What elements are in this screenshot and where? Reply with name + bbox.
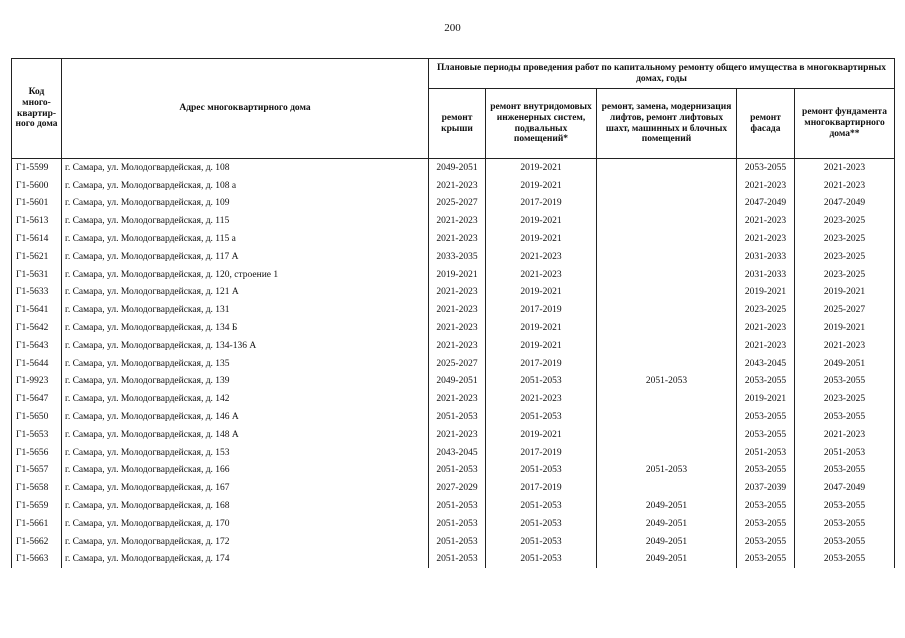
- table-row: [12, 337, 895, 355]
- table-row: [12, 551, 895, 569]
- cell-foundation: 2021-2023: [795, 426, 895, 444]
- cell-address: г. Самара, ул. Молодогвардейская, д. 109: [62, 195, 429, 213]
- table-header-row: [12, 59, 895, 89]
- cell-foundation: 2023-2025: [795, 230, 895, 248]
- cell-code: Г1-5631: [12, 266, 62, 284]
- cell-address: г. Самара, ул. Молодогвардейская, д. 174: [62, 551, 429, 569]
- cell-foundation: 2023-2025: [795, 212, 895, 230]
- cell-facade: 2019-2021: [737, 284, 795, 302]
- table-row: [12, 177, 895, 195]
- cell-address: г. Самара, ул. Молодогвардейская, д. 108 а: [62, 177, 429, 195]
- cell-systems: 2019-2021: [486, 159, 597, 177]
- cell-roof: 2051-2053: [429, 462, 486, 480]
- cell-address: г. Самара, ул. Молодогвардейская, д. 134-136 А: [62, 337, 429, 355]
- cell-facade: 2021-2023: [737, 212, 795, 230]
- table-body: [12, 159, 895, 569]
- cell-facade: 2031-2033: [737, 248, 795, 266]
- cell-code: Г1-5601: [12, 195, 62, 213]
- cell-systems: 2051-2053: [486, 533, 597, 551]
- cell-lifts: 2049-2051: [597, 551, 737, 569]
- cell-code: Г1-5641: [12, 301, 62, 319]
- cell-roof: 2051-2053: [429, 551, 486, 569]
- cell-code: Г1-5599: [12, 159, 62, 177]
- cell-roof: 2021-2023: [429, 390, 486, 408]
- cell-roof: 2021-2023: [429, 284, 486, 302]
- cell-address: г. Самара, ул. Молодогвардейская, д. 115: [62, 212, 429, 230]
- cell-roof: 2051-2053: [429, 408, 486, 426]
- cell-foundation: 2047-2049: [795, 479, 895, 497]
- cell-roof: 2021-2023: [429, 337, 486, 355]
- page-number: 200: [444, 22, 461, 34]
- cell-facade: 2053-2055: [737, 551, 795, 569]
- cell-systems: 2017-2019: [486, 301, 597, 319]
- cell-code: Г1-5662: [12, 533, 62, 551]
- cell-systems: 2017-2019: [486, 195, 597, 213]
- cell-code: Г1-5659: [12, 497, 62, 515]
- cell-systems: 2017-2019: [486, 444, 597, 462]
- cell-lifts: [597, 479, 737, 497]
- cell-facade: 2021-2023: [737, 177, 795, 195]
- cell-systems: 2051-2053: [486, 551, 597, 569]
- cell-code: Г1-5663: [12, 551, 62, 569]
- cell-lifts: [597, 426, 737, 444]
- cell-code: Г1-5650: [12, 408, 62, 426]
- cell-foundation: 2023-2025: [795, 266, 895, 284]
- cell-facade: 2053-2055: [737, 159, 795, 177]
- cell-facade: 2047-2049: [737, 195, 795, 213]
- header-roof: ремонт крыши: [429, 89, 486, 159]
- cell-address: г. Самара, ул. Молодогвардейская, д. 115 а: [62, 230, 429, 248]
- cell-roof: 2051-2053: [429, 515, 486, 533]
- cell-roof: 2021-2023: [429, 301, 486, 319]
- cell-lifts: [597, 248, 737, 266]
- cell-address: г. Самара, ул. Молодогвардейская, д. 120, строение 1: [62, 266, 429, 284]
- cell-code: Г1-5653: [12, 426, 62, 444]
- cell-address: г. Самара, ул. Молодогвардейская, д. 108: [62, 159, 429, 177]
- cell-foundation: 2021-2023: [795, 159, 895, 177]
- cell-address: г. Самара, ул. Молодогвардейская, д. 148 А: [62, 426, 429, 444]
- cell-code: Г1-5657: [12, 462, 62, 480]
- cell-systems: 2021-2023: [486, 390, 597, 408]
- cell-roof: 2021-2023: [429, 177, 486, 195]
- cell-foundation: 2019-2021: [795, 284, 895, 302]
- header-systems: ремонт внутридомовых инженерных систем, подвальных помещений*: [486, 89, 597, 159]
- cell-lifts: [597, 284, 737, 302]
- cell-lifts: [597, 266, 737, 284]
- table-row: [12, 390, 895, 408]
- cell-roof: 2021-2023: [429, 212, 486, 230]
- cell-foundation: 2049-2051: [795, 355, 895, 373]
- table-row: [12, 515, 895, 533]
- cell-roof: 2051-2053: [429, 497, 486, 515]
- cell-foundation: 2023-2025: [795, 390, 895, 408]
- header-facade: ремонт фасада: [737, 89, 795, 159]
- cell-systems: 2021-2023: [486, 266, 597, 284]
- cell-facade: 2053-2055: [737, 373, 795, 391]
- cell-roof: 2049-2051: [429, 373, 486, 391]
- cell-roof: 2043-2045: [429, 444, 486, 462]
- cell-code: Г1-5642: [12, 319, 62, 337]
- cell-address: г. Самара, ул. Молодогвардейская, д. 142: [62, 390, 429, 408]
- cell-facade: 2031-2033: [737, 266, 795, 284]
- cell-address: г. Самара, ул. Молодогвардейская, д. 170: [62, 515, 429, 533]
- cell-facade: 2051-2053: [737, 444, 795, 462]
- cell-systems: 2021-2023: [486, 248, 597, 266]
- cell-roof: 2025-2027: [429, 195, 486, 213]
- table-row: [12, 462, 895, 480]
- cell-address: г. Самара, ул. Молодогвардейская, д. 168: [62, 497, 429, 515]
- cell-address: г. Самара, ул. Молодогвардейская, д. 153: [62, 444, 429, 462]
- cell-foundation: 2053-2055: [795, 408, 895, 426]
- cell-lifts: 2051-2053: [597, 462, 737, 480]
- cell-code: Г1-5656: [12, 444, 62, 462]
- cell-foundation: 2025-2027: [795, 301, 895, 319]
- header-address: Адрес многоквартирного дома: [62, 59, 429, 159]
- table-row: [12, 159, 895, 177]
- cell-lifts: 2049-2051: [597, 497, 737, 515]
- cell-foundation: 2021-2023: [795, 337, 895, 355]
- cell-roof: 2025-2027: [429, 355, 486, 373]
- cell-lifts: 2049-2051: [597, 515, 737, 533]
- cell-code: Г1-5633: [12, 284, 62, 302]
- cell-facade: 2053-2055: [737, 462, 795, 480]
- cell-roof: 2021-2023: [429, 426, 486, 444]
- cell-code: Г1-5658: [12, 479, 62, 497]
- cell-address: г. Самара, ул. Молодогвардейская, д. 117 А: [62, 248, 429, 266]
- cell-code: Г1-5614: [12, 230, 62, 248]
- cell-code: Г1-5647: [12, 390, 62, 408]
- cell-lifts: [597, 408, 737, 426]
- table-row: [12, 479, 895, 497]
- table-row: [12, 230, 895, 248]
- table-row: [12, 533, 895, 551]
- cell-lifts: [597, 337, 737, 355]
- cell-systems: 2017-2019: [486, 479, 597, 497]
- cell-lifts: [597, 319, 737, 337]
- cell-lifts: [597, 301, 737, 319]
- cell-code: Г1-5644: [12, 355, 62, 373]
- cell-address: г. Самара, ул. Молодогвардейская, д. 121 А: [62, 284, 429, 302]
- cell-facade: 2053-2055: [737, 515, 795, 533]
- cell-lifts: [597, 355, 737, 373]
- cell-systems: 2051-2053: [486, 497, 597, 515]
- cell-systems: 2019-2021: [486, 284, 597, 302]
- cell-roof: 2051-2053: [429, 533, 486, 551]
- cell-systems: 2019-2021: [486, 337, 597, 355]
- cell-address: г. Самара, ул. Молодогвардейская, д. 131: [62, 301, 429, 319]
- table-row: [12, 195, 895, 213]
- cell-facade: 2053-2055: [737, 533, 795, 551]
- table-row: [12, 444, 895, 462]
- header-foundation: ремонт фундамента многоквартирного дома**: [795, 89, 895, 159]
- cell-systems: 2019-2021: [486, 177, 597, 195]
- cell-code: Г1-5661: [12, 515, 62, 533]
- cell-lifts: [597, 177, 737, 195]
- table-row: [12, 266, 895, 284]
- cell-code: Г1-5621: [12, 248, 62, 266]
- table-row: [12, 355, 895, 373]
- cell-foundation: 2053-2055: [795, 373, 895, 391]
- cell-foundation: 2019-2021: [795, 319, 895, 337]
- cell-address: г. Самара, ул. Молодогвардейская, д. 139: [62, 373, 429, 391]
- capital-repair-schedule-table: [11, 58, 895, 568]
- cell-foundation: 2021-2023: [795, 177, 895, 195]
- cell-address: г. Самара, ул. Молодогвардейская, д. 146 А: [62, 408, 429, 426]
- cell-facade: 2037-2039: [737, 479, 795, 497]
- cell-facade: 2053-2055: [737, 408, 795, 426]
- cell-lifts: [597, 230, 737, 248]
- table-row: [12, 248, 895, 266]
- cell-code: Г1-5600: [12, 177, 62, 195]
- table-row: [12, 284, 895, 302]
- cell-code: Г1-5643: [12, 337, 62, 355]
- table-row: [12, 408, 895, 426]
- cell-address: г. Самара, ул. Молодогвардейская, д. 135: [62, 355, 429, 373]
- cell-facade: 2053-2055: [737, 497, 795, 515]
- cell-roof: 2027-2029: [429, 479, 486, 497]
- cell-foundation: 2053-2055: [795, 533, 895, 551]
- cell-systems: 2019-2021: [486, 426, 597, 444]
- cell-facade: 2021-2023: [737, 230, 795, 248]
- cell-lifts: 2051-2053: [597, 373, 737, 391]
- table-row: [12, 497, 895, 515]
- table-row: [12, 319, 895, 337]
- cell-systems: 2051-2053: [486, 373, 597, 391]
- cell-code: Г1-5613: [12, 212, 62, 230]
- header-code: Код много-квартир-ного дома: [12, 59, 62, 159]
- cell-systems: 2051-2053: [486, 515, 597, 533]
- cell-lifts: [597, 390, 737, 408]
- cell-lifts: [597, 212, 737, 230]
- cell-roof: 2021-2023: [429, 319, 486, 337]
- cell-foundation: 2053-2055: [795, 551, 895, 569]
- cell-foundation: 2053-2055: [795, 462, 895, 480]
- cell-roof: 2049-2051: [429, 159, 486, 177]
- cell-facade: 2019-2021: [737, 390, 795, 408]
- cell-systems: 2019-2021: [486, 230, 597, 248]
- cell-code: Г1-9923: [12, 373, 62, 391]
- cell-foundation: 2047-2049: [795, 195, 895, 213]
- cell-facade: 2021-2023: [737, 319, 795, 337]
- cell-address: г. Самара, ул. Молодогвардейская, д. 167: [62, 479, 429, 497]
- cell-lifts: [597, 195, 737, 213]
- cell-address: г. Самара, ул. Молодогвардейская, д. 166: [62, 462, 429, 480]
- cell-facade: 2043-2045: [737, 355, 795, 373]
- cell-roof: 2019-2021: [429, 266, 486, 284]
- cell-systems: 2017-2019: [486, 355, 597, 373]
- cell-systems: 2019-2021: [486, 319, 597, 337]
- cell-foundation: 2023-2025: [795, 248, 895, 266]
- cell-roof: 2021-2023: [429, 230, 486, 248]
- cell-lifts: [597, 159, 737, 177]
- cell-lifts: 2049-2051: [597, 533, 737, 551]
- cell-facade: 2053-2055: [737, 426, 795, 444]
- table-row: [12, 373, 895, 391]
- table-row: [12, 426, 895, 444]
- header-group-title: Плановые периоды проведения работ по капитальному ремонту общего имущества в многоквартирных домах, годы: [429, 59, 895, 89]
- cell-systems: 2019-2021: [486, 212, 597, 230]
- header-lifts: ремонт, замена, модернизация лифтов, ремонт лифтовых шахт, машинных и блочных помещений: [597, 89, 737, 159]
- cell-address: г. Самара, ул. Молодогвардейская, д. 172: [62, 533, 429, 551]
- cell-lifts: [597, 444, 737, 462]
- cell-roof: 2033-2035: [429, 248, 486, 266]
- cell-foundation: 2051-2053: [795, 444, 895, 462]
- cell-facade: 2021-2023: [737, 337, 795, 355]
- cell-address: г. Самара, ул. Молодогвардейская, д. 134 Б: [62, 319, 429, 337]
- cell-foundation: 2053-2055: [795, 515, 895, 533]
- table-row: [12, 301, 895, 319]
- cell-facade: 2023-2025: [737, 301, 795, 319]
- cell-foundation: 2053-2055: [795, 497, 895, 515]
- cell-systems: 2051-2053: [486, 462, 597, 480]
- table-row: [12, 212, 895, 230]
- cell-systems: 2051-2053: [486, 408, 597, 426]
